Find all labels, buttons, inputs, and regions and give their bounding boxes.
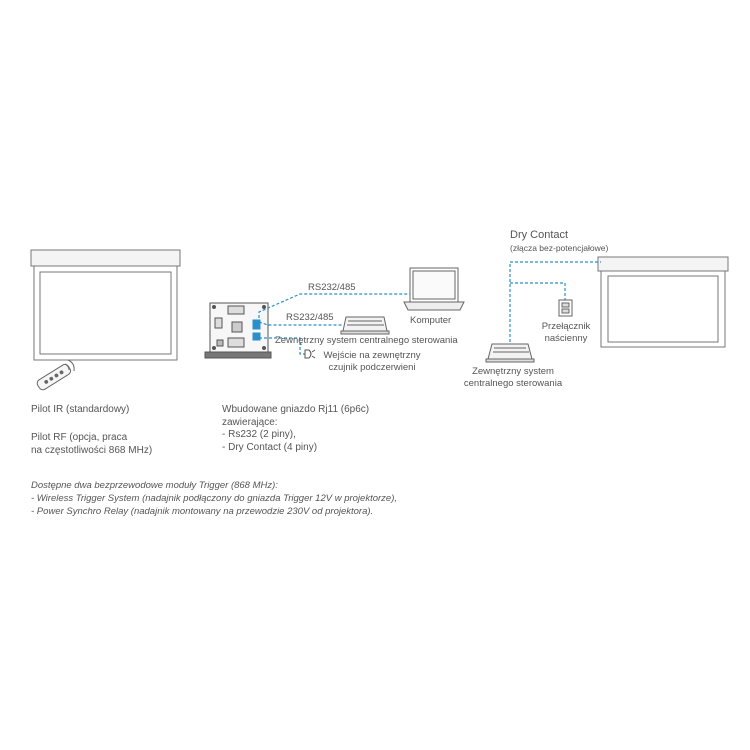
rf-remote-caption: Pilot RF (opcja, praca na częstotliwości 868 MHz)	[31, 432, 153, 456]
wall-switch-label: Przełącznik naścienny	[541, 321, 591, 344]
socket-description: Wbudowane gniazdo Rj11 (6p6c) zawierające: - Rs232 (2 piny), - Dry Contact (4 piny)	[222, 404, 370, 453]
computer-label: Komputer	[410, 315, 452, 326]
ir-input-label: Wejście na zewnętrzny czujnik podczerwieni	[323, 350, 421, 373]
left-projection-screen-icon	[31, 250, 180, 360]
ext-system-right-label: Zewnętrzny system centralnego sterowania	[463, 366, 563, 389]
rs232-mid-label: RS232/485	[286, 312, 334, 323]
ext-system-label: Zewnętrzny system centralnego sterowania	[275, 335, 458, 346]
dry-contact-title: Dry Contact	[510, 229, 569, 241]
laptop-icon	[404, 268, 464, 310]
keyboard-controller-icon	[341, 317, 389, 334]
wall-switch-icon	[559, 300, 572, 316]
ir-remote-caption: Pilot IR (standardowy)	[31, 404, 130, 415]
footer-line-3: - Power Synchro Relay (nadajnik montowany na przewodzie 230V od projektora).	[31, 506, 374, 517]
footer-line-2: - Wireless Trigger System (nadajnik podłączony do gniazda Trigger 12V w projektorze),	[31, 493, 397, 504]
footer-line-1: Dostępne dwa bezprzewodowe moduły Trigger (868 MHz):	[31, 480, 278, 491]
right-projection-screen-icon	[598, 257, 728, 347]
ir-remote-icon	[36, 360, 74, 391]
control-module-icon	[205, 303, 271, 358]
right-keyboard-controller-icon	[486, 344, 534, 362]
dry-contact-subtitle: (złącza bez-potencjałowe)	[510, 243, 609, 253]
rs232-top-label: RS232/485	[308, 282, 356, 293]
